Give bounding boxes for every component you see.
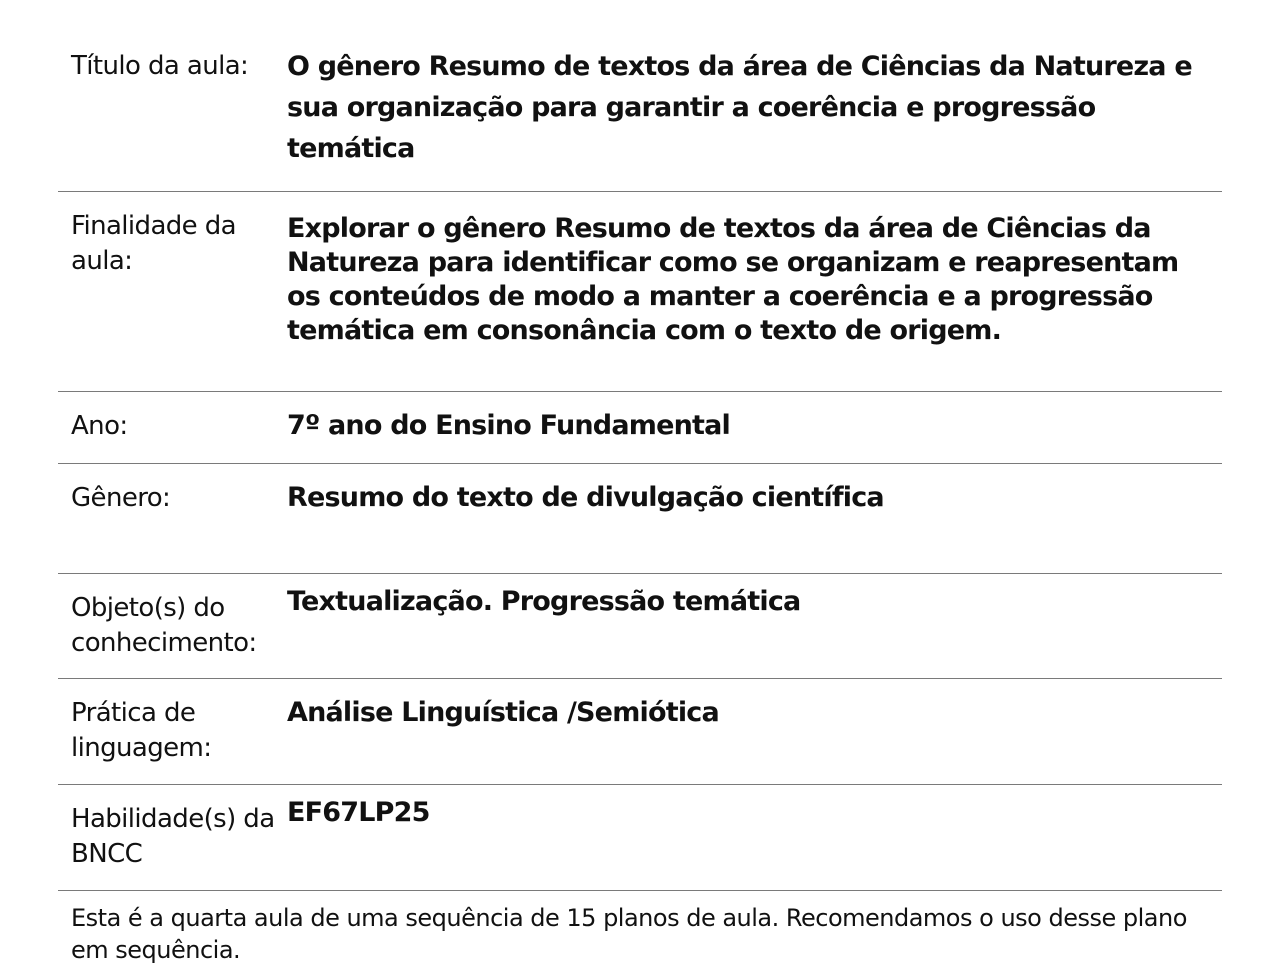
row-ano	[58, 392, 1222, 464]
label-pratica: Prática de linguagem:	[71, 698, 212, 763]
sequence-note: Esta é a quarta aula de uma sequência de 15 planos de aula. Recomendamos o uso desse plano em sequência.	[71, 904, 1187, 964]
label-ano: Ano:	[71, 411, 128, 441]
row-genero	[58, 464, 1222, 574]
label-objeto: Objeto(s) do conhecimento:	[71, 593, 257, 658]
value-habilidade: EF67LP25	[287, 797, 430, 828]
value-pratica: Análise Linguística /Semiótica	[287, 697, 719, 728]
row-finalidade	[58, 192, 1222, 392]
value-titulo: O gênero Resumo de textos da área de Ciências da Natureza e sua organização para garantir a coerência e progressão temática	[287, 51, 1192, 164]
value-ano: 7º ano do Ensino Fundamental	[287, 410, 730, 441]
label-genero: Gênero:	[71, 483, 171, 513]
value-finalidade: Explorar o gênero Resumo de textos da área de Ciências da Natureza para identificar como se organizam e reapresentam os conteúdos de modo a manter a coerência e a progressão temática em consonância com o texto de origem.	[287, 213, 1179, 346]
row-habilidade	[58, 785, 1222, 891]
label-finalidade: Finalidade da aula:	[71, 211, 236, 276]
label-titulo: Título da aula:	[71, 51, 249, 81]
label-habilidade: Habilidade(s) da BNCC	[71, 804, 275, 869]
row-objeto	[58, 574, 1222, 679]
value-genero: Resumo do texto de divulgação científica	[287, 482, 884, 513]
value-objeto: Textualização. Progressão temática	[287, 586, 801, 617]
row-pratica	[58, 679, 1222, 785]
row-titulo	[58, 0, 1222, 192]
